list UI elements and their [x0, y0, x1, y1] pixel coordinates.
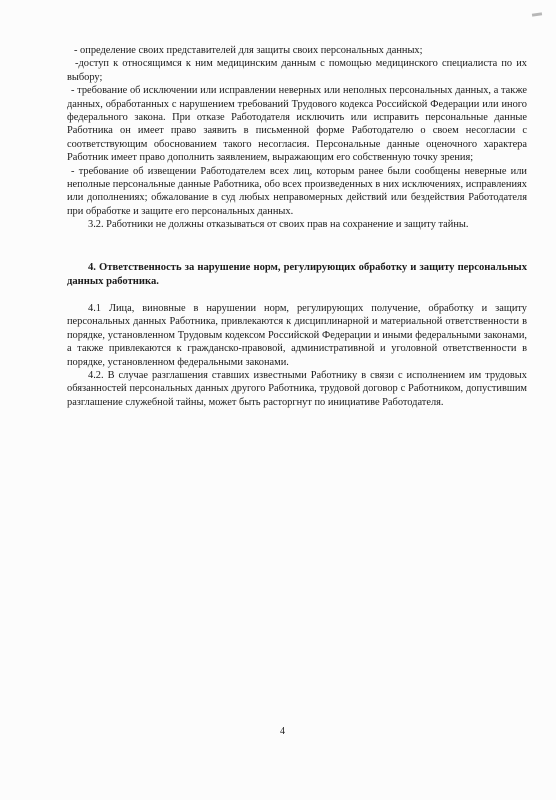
list-item-correction-request: - требование об исключении или исправлении неверных или неполных персональных данных, а также данных, обработанных с нарушением требований Трудового кодекса Российской Федерации или иного федерального закона. При отказе Работодателя исключить или исправить персональные данные Работника он имеет право заявить в письменной форме Работодателю о своем несогласии с соответствующим обоснованием такого несогласия. Персональные данные оценочного характера Работник имеет право дополнить заявлением, выражающим его собственную точку зрения;	[67, 85, 527, 164]
clause-3-2: 3.2. Работники не должны отказываться от своих прав на сохранение и защиту тайны.	[88, 219, 469, 231]
clause-4-2: 4.2. В случае разглашения ставших известными Работнику в связи с исполнением им трудовых обязанностей персональных данных другого Работника, трудовой договор с Работником, допустившим разглашение служебной тайны, может быть расторгнут по инициативе Работодателя.	[67, 370, 527, 408]
section-4-body	[67, 302, 527, 409]
page-number: 4	[280, 726, 285, 737]
list-item-representatives: - определение своих представителей для защиты своих персональных данных;	[74, 45, 423, 56]
list-item-medical-data: -доступ к относящимся к ним медицинским данным с помощью медицинского специалиста по их выбору;	[67, 58, 527, 83]
clause-4-1: 4.1 Лица, виновные в нарушении норм, регулирующих получение, обработку и защиту персональных данных Работника, привлекаются к дисциплинарной и материальной ответственности в порядке, установленном Трудовым кодексом Российской Федерации и иными федеральными законами, а также привлекаются к гражданско-правовой, административной и уголовной ответственности в порядке, установленном федеральными законами.	[67, 303, 527, 368]
scan-corner-mark	[532, 12, 542, 16]
list-item-notification-request: - требование об извещении Работодателем всех лиц, которым ранее были сообщены неверные или неполные персональные данные Работника, обо всех произведенных в них исключениях, исправлениях или дополнениях; обжалование в суд любых неправомерных действий или бездействия Работодателя при обработке и защите его персональных данных.	[67, 165, 527, 217]
rights-list	[67, 44, 527, 232]
section-4-heading: 4. Ответственность за нарушение норм, регулирующих обработку и защиту персональных данных работника.	[67, 262, 527, 287]
